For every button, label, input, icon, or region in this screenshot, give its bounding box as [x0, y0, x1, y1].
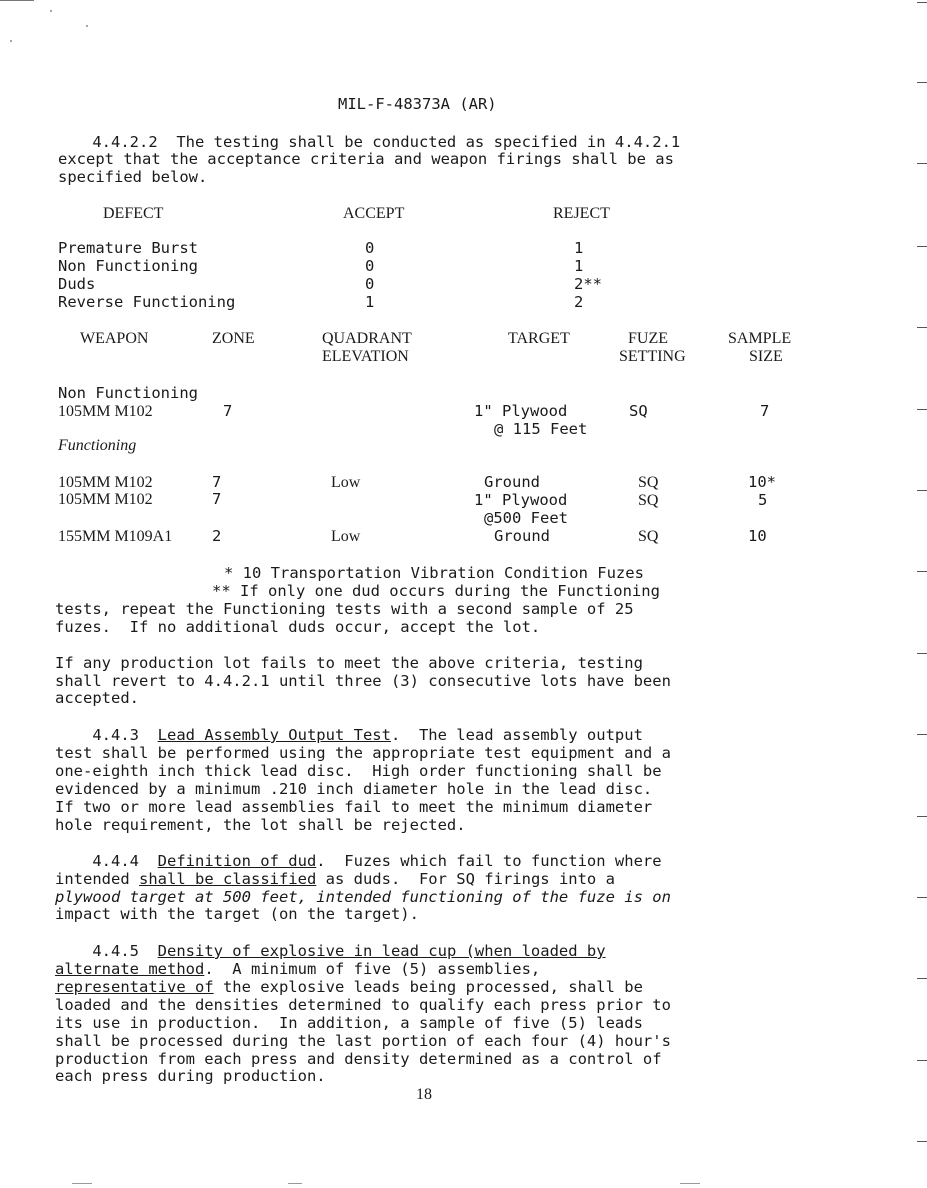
margin-tick — [917, 163, 927, 164]
paragraph-line: shall be processed during the last portion of each four (4) hour's — [55, 1032, 671, 1050]
defect-cell: Premature Burst — [58, 239, 198, 257]
sample-header: SAMPLE — [728, 330, 792, 347]
margin-tick — [917, 409, 927, 410]
paragraph-line: If two or more lead assemblies fail to meet the minimum diameter — [55, 798, 653, 816]
defect-cell: Reverse Functioning — [58, 293, 236, 311]
section-number: 4.4.4 — [55, 852, 158, 870]
paragraph-line: production from each press and density determined as a control of — [55, 1050, 662, 1068]
paragraph-line — [55, 727, 643, 744]
paragraph-line: test shall be performed using the appropriate test equipment and a — [55, 744, 671, 762]
margin-tick — [917, 816, 927, 817]
defect-header: DEFECT — [103, 205, 164, 222]
qe-cell: Low — [331, 528, 361, 545]
scan-speck — [288, 1183, 302, 1184]
setting-header: SETTING — [619, 348, 686, 365]
paragraph-line — [55, 853, 662, 870]
margin-tick — [917, 2, 927, 3]
margin-tick — [917, 653, 927, 654]
sample-cell: 10* — [748, 473, 776, 491]
margin-tick — [917, 571, 927, 572]
fuze-cell: SQ — [638, 474, 659, 491]
accept-cell: 0 — [365, 257, 375, 275]
underlined-text: representative of — [55, 978, 214, 996]
fuze-cell: SQ — [629, 402, 648, 420]
section-title: Lead Assembly Output Test — [157, 726, 391, 744]
reject-cell: 2 — [574, 293, 584, 311]
page-number: 18 — [416, 1086, 432, 1103]
paragraph-line: one-eighth inch thick lead disc. High order functioning shall be — [55, 762, 662, 780]
paragraph-line: If any production lot fails to meet the above criteria, testing — [55, 654, 643, 672]
paragraph-text: . The lead assembly output — [390, 726, 643, 744]
fuze-cell: SQ — [638, 528, 659, 545]
reject-cell: 2** — [574, 275, 602, 293]
paragraph-text: intended — [55, 870, 139, 888]
scan-corner-mark — [0, 0, 34, 1]
paragraph-line — [55, 979, 643, 996]
paragraph-line: 4.4.2.2 The testing shall be conducted as specified in 4.4.2.1 — [55, 133, 681, 151]
fuze-header: FUZE — [628, 330, 668, 347]
target-cell: Ground — [484, 473, 540, 491]
elevation-header: ELEVATION — [322, 348, 409, 365]
fuze-cell: SQ — [638, 492, 659, 509]
paragraph-line: shall revert to 4.4.2.1 until three (3) consecutive lots have been — [55, 672, 671, 690]
weapon-cell: 105MM M102 — [58, 491, 153, 508]
margin-tick — [917, 734, 927, 735]
scan-speck — [680, 1183, 700, 1184]
section-title: Definition of dud — [157, 852, 317, 870]
zone-cell: 2 — [212, 527, 222, 545]
accept-header: ACCEPT — [343, 205, 405, 222]
zone-cell: 7 — [212, 490, 222, 508]
underlined-text: shall be classified — [139, 870, 317, 888]
paragraph-line: each press during production. — [55, 1067, 326, 1085]
reject-header: REJECT — [553, 205, 610, 222]
margin-tick — [917, 327, 927, 328]
reject-cell: 1 — [574, 239, 584, 257]
paragraph-line: its use in production. In addition, a sample of five (5) leads — [55, 1014, 643, 1032]
paragraph-line — [55, 943, 606, 960]
target-cell: @500 Feet — [484, 509, 568, 527]
footnote: fuzes. If no additional duds occur, accept the lot. — [55, 618, 541, 636]
zone-cell: 7 — [212, 473, 222, 491]
target-cell: @ 115 Feet — [494, 420, 588, 438]
margin-tick — [917, 897, 927, 898]
paragraph-line: accepted. — [55, 689, 139, 707]
accept-cell: 0 — [365, 275, 375, 293]
zone-cell: 7 — [223, 402, 233, 420]
paragraph-line — [55, 871, 615, 888]
paragraph-line: except that the acceptance criteria and weapon firings shall be as — [58, 150, 674, 168]
paragraph-line: plywood target at 500 feet, intended functioning of the fuze is on — [55, 888, 671, 906]
paragraph-text: . A minimum of five (5) assemblies, — [204, 960, 541, 978]
sample-cell: 7 — [760, 402, 770, 420]
target-cell: 1" Plywood — [474, 491, 568, 509]
weapon-cell: 105MM M102 — [58, 474, 153, 491]
group-label: Functioning — [58, 437, 137, 454]
sample-cell: 10 — [748, 527, 767, 545]
target-header: TARGET — [508, 330, 570, 347]
reject-cell: 1 — [574, 257, 584, 275]
footnote: tests, repeat the Functioning tests with a second sample of 25 — [55, 600, 634, 618]
scan-speck — [72, 1183, 92, 1184]
defect-cell: Non Functioning — [58, 257, 198, 275]
margin-tick — [917, 1060, 927, 1061]
footnote: ** If only one dud occurs during the Functioning — [212, 582, 660, 600]
margin-tick — [917, 978, 927, 979]
paragraph-text: as duds. For SQ firings into a — [316, 870, 615, 888]
paragraph-line: loaded and the densities determined to qualify each press prior to — [55, 996, 671, 1014]
paragraph-line — [55, 961, 540, 978]
defect-cell: Duds — [58, 275, 96, 293]
weapon-header: WEAPON — [80, 330, 149, 347]
scan-speck — [50, 10, 52, 12]
margin-tick — [917, 246, 927, 247]
section-title: alternate method — [55, 960, 205, 978]
paragraph-line: hole requirement, the lot shall be rejected. — [55, 816, 466, 834]
paragraph-text: . Fuzes which fail to function where — [316, 852, 662, 870]
accept-cell: 1 — [365, 293, 375, 311]
margin-tick — [917, 490, 927, 491]
margin-tick — [917, 82, 927, 83]
paragraph-line: impact with the target (on the target). — [55, 905, 419, 923]
paragraph-line: evidenced by a minimum .210 inch diameter hole in the lead disc. — [55, 780, 653, 798]
sample-cell: 5 — [758, 491, 768, 509]
section-title: Density of explosive in lead cup (when loaded by — [157, 942, 606, 960]
section-number: 4.4.5 — [55, 942, 158, 960]
paragraph-text: the explosive leads being processed, shall be — [213, 978, 643, 996]
qe-cell: Low — [331, 474, 361, 491]
section-number: 4.4.3 — [55, 726, 158, 744]
group-label: Non Functioning — [58, 384, 198, 402]
accept-cell: 0 — [365, 239, 375, 257]
margin-tick — [917, 1141, 927, 1142]
quadrant-header: QUADRANT — [322, 330, 412, 347]
document-id: MIL-F-48373A (AR) — [338, 95, 497, 113]
scan-speck — [86, 25, 88, 27]
weapon-cell: 155MM M109A1 — [58, 528, 173, 545]
paragraph-line: specified below. — [58, 168, 208, 186]
weapon-cell: 105MM M102 — [58, 403, 153, 420]
size-header: SIZE — [749, 348, 783, 365]
footnote: * 10 Transportation Vibration Condition Fuzes — [224, 564, 644, 582]
zone-header: ZONE — [212, 330, 255, 347]
target-cell: 1" Plywood — [474, 402, 568, 420]
scan-speck — [10, 40, 12, 42]
target-cell: Ground — [494, 527, 550, 545]
